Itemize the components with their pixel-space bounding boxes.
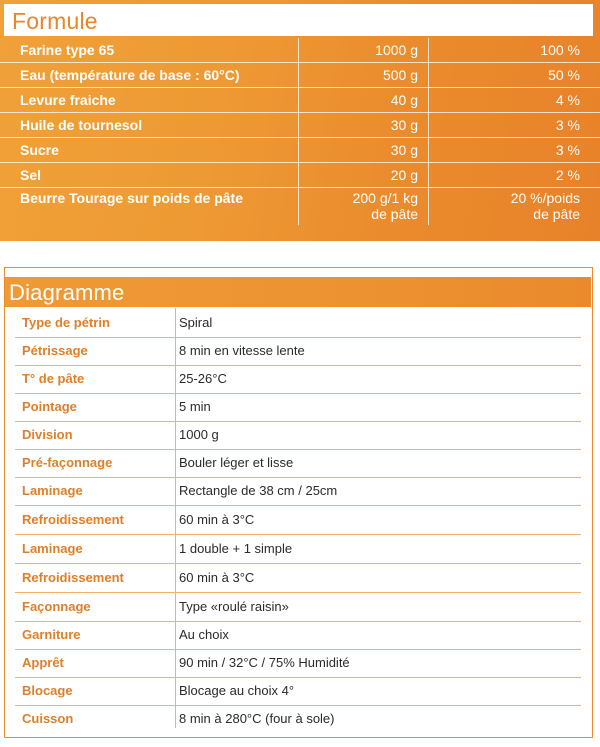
step-value: Bouler léger et lisse <box>179 455 294 470</box>
ingredient-quantity: 30 g <box>390 117 418 133</box>
step-value: Spiral <box>179 315 213 330</box>
step-label: Pré-façonnage <box>22 455 113 470</box>
step-value: 25-26°C <box>179 371 227 386</box>
step-label: Laminage <box>22 483 83 498</box>
diagramme-row <box>15 336 581 366</box>
diagramme-row <box>15 563 581 593</box>
ingredient-percent: 4 % <box>555 92 580 108</box>
step-value: 60 min à 3°C <box>179 512 255 527</box>
ingredient-name: Huile de tournesol <box>20 117 143 133</box>
diagramme-row <box>15 592 581 622</box>
diagramme-title: Diagramme <box>9 280 125 305</box>
diagramme-row <box>15 534 581 564</box>
percent-line: 20 %/poids <box>510 190 580 206</box>
step-value: 1 double + 1 simple <box>179 541 293 556</box>
diagramme-title-bar <box>5 277 591 307</box>
step-value: Type «roulé raisin» <box>179 599 289 614</box>
diagramme-row <box>15 392 581 422</box>
ingredient-quantity: 20 g <box>390 167 418 183</box>
ingredient-name: Beurre Tourage sur poids de pâte <box>20 190 244 206</box>
diagramme-section <box>4 267 593 738</box>
step-label: Refroidissement <box>22 512 124 527</box>
step-value: 8 min en vitesse lente <box>179 343 305 358</box>
ingredient-percent: 100 % <box>540 42 580 58</box>
formule-row <box>0 163 600 188</box>
diagramme-row <box>15 420 581 450</box>
quantity-line: de pâte <box>371 206 418 222</box>
diagramme-row <box>15 448 581 478</box>
step-value: 1000 g <box>179 427 219 442</box>
step-value: Au choix <box>179 627 229 642</box>
quantity-line: 200 g/1 kg <box>352 190 418 206</box>
diagramme-row <box>15 676 581 706</box>
formule-row <box>0 38 600 63</box>
ingredient-quantity: 1000 g <box>375 42 418 58</box>
ingredient-quantity: 500 g <box>382 67 418 83</box>
formule-section <box>0 0 600 241</box>
diagramme-row <box>15 505 581 535</box>
formule-row <box>0 113 600 138</box>
ingredient-name: Sel <box>20 167 42 183</box>
step-label: Apprêt <box>22 655 64 670</box>
step-label: Façonnage <box>22 599 91 614</box>
step-label: Type de pétrin <box>22 315 110 330</box>
step-label: Pointage <box>22 399 77 414</box>
ingredient-percent: 3 % <box>555 142 580 158</box>
step-value: Rectangle de 38 cm / 25cm <box>179 483 338 498</box>
diagramme-row <box>15 476 581 506</box>
diagramme-row <box>15 364 581 394</box>
step-value: 90 min / 32°C / 75% Humidité <box>179 655 350 670</box>
ingredient-name: Levure fraiche <box>20 92 116 108</box>
step-value: Blocage au choix 4° <box>179 683 295 698</box>
percent-line: de pâte <box>533 206 580 222</box>
formule-row <box>0 186 600 234</box>
step-value: 8 min à 280°C (four à sole) <box>179 711 335 726</box>
ingredient-percent: 50 % <box>548 67 580 83</box>
step-label: Division <box>22 427 73 442</box>
diagramme-row <box>15 308 581 338</box>
ingredient-name: Farine type 65 <box>20 42 115 58</box>
step-label: Cuisson <box>22 711 74 726</box>
diagramme-row <box>15 704 581 733</box>
ingredient-name: Sucre <box>20 142 59 158</box>
formule-row <box>0 63 600 88</box>
step-label: Laminage <box>22 541 83 556</box>
ingredient-percent: 3 % <box>555 117 580 133</box>
formule-row <box>0 138 600 163</box>
diagramme-row <box>15 648 581 678</box>
diagramme-row <box>15 620 581 650</box>
step-value: 5 min <box>179 399 211 414</box>
ingredient-quantity: 30 g <box>390 142 418 158</box>
formule-row <box>0 88 600 113</box>
step-label: Blocage <box>22 683 73 698</box>
ingredient-quantity <box>300 190 418 222</box>
ingredient-quantity: 40 g <box>390 92 418 108</box>
ingredient-name: Eau (température de base : 60°C) <box>20 67 240 83</box>
step-label: Refroidissement <box>22 570 124 585</box>
ingredient-percent <box>430 190 580 222</box>
step-value: 60 min à 3°C <box>179 570 255 585</box>
ingredient-percent: 2 % <box>555 167 580 183</box>
formule-title: Formule <box>12 8 98 34</box>
step-label: Pétrissage <box>22 343 88 358</box>
step-label: Garniture <box>22 627 81 642</box>
formule-title-bar <box>4 4 593 36</box>
step-label: T° de pâte <box>22 371 85 386</box>
